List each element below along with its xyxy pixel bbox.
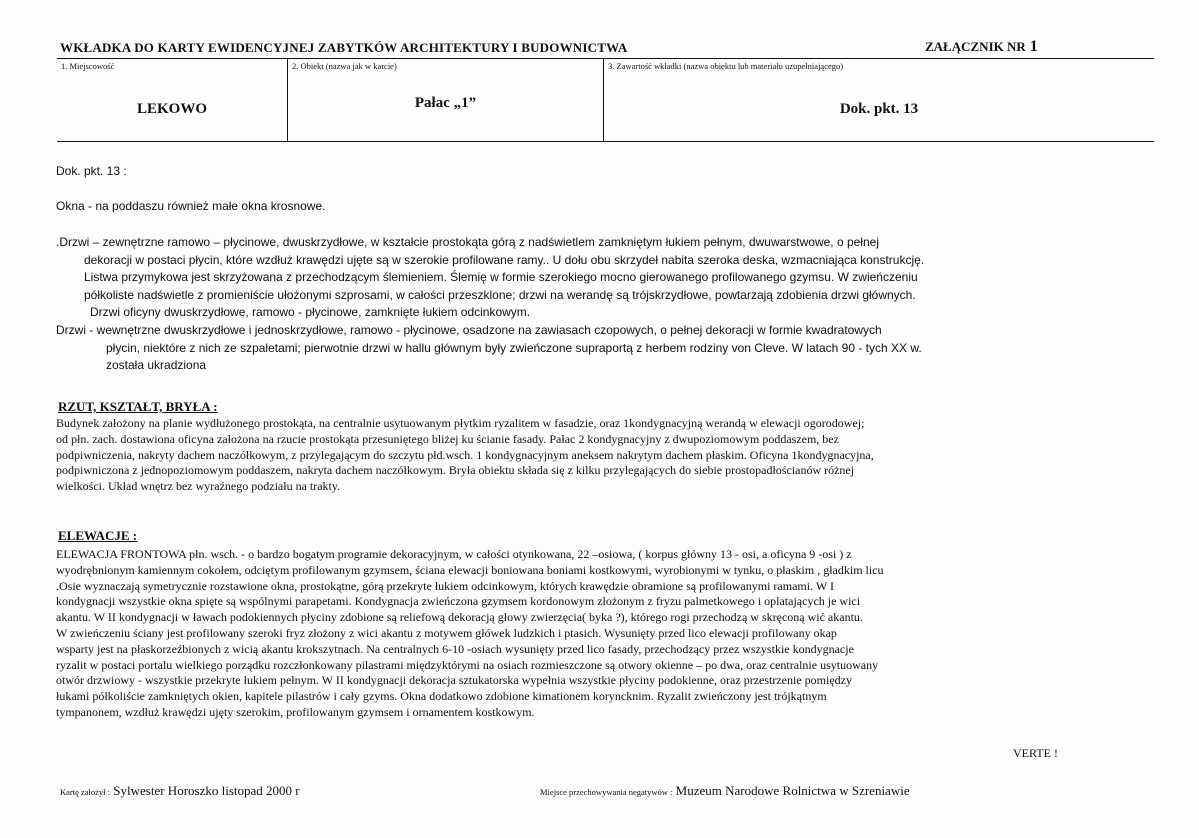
section-heading-plan: RZUT, KSZTAŁT, BRYŁA : bbox=[58, 399, 218, 414]
footer-negatives-label: Miejsce przechowywania negatywów : bbox=[540, 787, 673, 797]
doors-int-line: została ukradziona bbox=[106, 358, 207, 372]
doors-ext-line: półkoliste nadświetle z promieniście ułożonymi szprosami, w całości przeszklone; drzwi na werandę są trójskrzydłowe, powtarzają zdobienia drzwi głównych. bbox=[84, 287, 916, 302]
header-fields-table bbox=[57, 58, 1154, 142]
doors-ext-line: .Drzwi – zewnętrzne ramowo – płycinowe, dwuskrzydłowe, w kształcie prostokąta górą z nadświetlem zamkniętym łukiem pełnym, dwuwarstwowe, o pełnej bbox=[56, 235, 879, 249]
elevation-line: ryzalit w postaci portalu wielkiego porządku rozczłonkowany pilastrami międzyktórymi na osiach rozmieszczone są otwory okienne – po dwa, oraz centralnie usytuowany bbox=[56, 657, 879, 672]
field-locality bbox=[57, 59, 288, 141]
field-contents-value: Dok. pkt. 13 bbox=[839, 101, 919, 117]
doc-reference: Dok. pkt. 13 : bbox=[56, 164, 127, 178]
doors-int-line: Drzwi - wewnętrzne dwuskrzydłowe i jednoskrzydłowe, ramowo - płycinowe, osadzone na zawiasach czopowych, o pełnej dekoracji w formie kwadratowych bbox=[56, 323, 882, 337]
elevation-line: ELEWACJA FRONTOWA płn. wsch. - o bardzo bogatym programie dekoracyjnym, w całości otynkowana, 22 –osiowa, ( korpus główny 13 - osi, a oficyna 9 -osi ) z bbox=[56, 547, 852, 561]
annex-label-text: ZAŁĄCZNIK NR bbox=[925, 39, 1026, 54]
form-title: WKŁADKA DO KARTY EWIDENCYJNEJ ZABYTKÓW ARCHITEKTURY I BUDOWNICTWA bbox=[60, 40, 628, 55]
plan-line: Budynek założony na planie wydłużonego prostokąta, na centralnie usytuowanym płytkim ryzalitem w fasadzie, oraz 1kondygnacyjną werandą w elewacji ogorodowej; bbox=[56, 416, 865, 430]
elevation-line: akantu. W II kondygnacji w ławach podokiennych płyciny zdobione są reliefową dekoracją głowy zwierzęcia( byka ?), którego rogi przechodzą w skręconą wić akantu. bbox=[56, 610, 863, 625]
field-object-value: Pałac „1” bbox=[414, 95, 477, 111]
section-elevations-body bbox=[56, 547, 1146, 721]
plan-line: wielkości. Układ wnętrz bez wyraźnego podziału na trakty. bbox=[56, 479, 341, 494]
doors-ext-line: Listwa przymykowa jest skrzyżowana z przechodzącym ślemieniem. Ślemię w formie szerokiego mocno gierowanego profilowanego gzymsu. W zwieńczeniu bbox=[84, 270, 918, 284]
field-contents-label: 3. Zawartość wkładki (nazwa obiektu lub materiału uzupełniającego) bbox=[608, 61, 844, 71]
plan-line: od płn. zach. dostawiona oficyna założona na rzucie prostokąta przesuniętego bliżej ku ścianie fasady. Pałac 2 kondygnacyjny z dwupoziomowym poddaszem, bez bbox=[56, 431, 839, 446]
elevation-line: tympanonem, wzdłuż krawędzi ujęty szerokim, profilowanym gzymsem i ornamentem kostkowym. bbox=[56, 704, 535, 719]
doors-int-line: płycin, niektóre z nich ze szpaletami; pierwotnie drzwi w hallu głównym były zwieńczone supraportą z herbem rodziny von Cleve. W latach 90 - tych XX w. bbox=[106, 340, 922, 355]
elevation-line: wsparty jest na płaskorzeźbionych z wicią akantu krokszytnach. Na centralnych 6-10 -osiach wysunięty przed lico fasady, przechodzący przez wszystkie kondygnacje bbox=[56, 641, 854, 656]
annex-number: 1 bbox=[1029, 38, 1038, 55]
elevation-line: otwór drzwiowy - wszystkie przekryte łukiem pełnym. W II kondygnacji dekoracja sztukatorska wypełnia wszystkie płyciny podokienne, oraz przestrzenie pomiędzy bbox=[56, 673, 852, 688]
footer-author-label: Kartę założył : bbox=[60, 787, 111, 797]
doors-ext-line: dekoracji w postaci płycin, które wzdłuż krawędzi ujęte są w szerokie profilowane ramy.. U dołu obu skrzydeł nabita szeroka deska, wzmacniająca konstrukcję. bbox=[84, 252, 925, 267]
field-object bbox=[288, 59, 604, 141]
annex-label bbox=[925, 38, 1038, 56]
elevation-line: wyodrębnionym kamiennym cokołem, odciętym profilowanym gzymsem, ściana elewacji boniowana boniami kostkowymi, wyrobionymi w tynku, o płaskim , gładkim licu bbox=[56, 562, 884, 577]
field-object-label: 2. Obiekt (nazwa jak w karcie) bbox=[292, 61, 397, 71]
footer-author bbox=[60, 783, 300, 799]
section-heading-elevations: ELEWACJE : bbox=[58, 528, 138, 543]
verte-note: VERTE ! bbox=[1013, 746, 1058, 760]
doors-ext-line: Drzwi oficyny dwuskrzydłowe, ramowo - płycinowe, zamknięte łukiem odcinkowym. bbox=[90, 305, 531, 319]
doors-external-paragraph bbox=[56, 234, 1146, 322]
plan-line: podpiwniczona z jednopoziomowym poddaszem, nakryta dachem naczółkowym. Bryła obiektu składa się z kilku przylegających do siebie prostopadłościanów różnej bbox=[56, 463, 855, 478]
elevation-line: W zwieńczeniu ściany jest profilowany szeroki fryz złożony z wici akantu z motywem główek ludzkich i ptasich. Wysunięty przed lico elewacji profilowany okap bbox=[56, 625, 837, 640]
footer-negatives bbox=[540, 783, 910, 799]
footer-author-value: Sylwester Horoszko listopad 2000 r bbox=[113, 783, 300, 798]
elevation-line: kondygnacji wszystkie okna spięte są wspólnymi parapetami. Kondygnacja zwieńczona gzymsem kordonowym złożonym z fryzu palmetkowego i oplatających je wici bbox=[56, 594, 861, 609]
plan-line: podpiwniczenia, nakryty dachem naczółkowym, z przylegającym do szczytu płd.wsch. 1 kondygnacyjnym aneksem nakrytym dachem płaskim. Oficyna 1kondygnacyjna, bbox=[56, 447, 874, 462]
footer-negatives-value: Muzeum Narodowe Rolnictwa w Szreniawie bbox=[675, 783, 910, 798]
field-contents bbox=[604, 59, 1154, 141]
section-plan-body bbox=[56, 416, 1146, 495]
elevation-line: łukami półkoliście zamkniętych okien, kapitele pilastrów i cały gzyms. Okna dodatkowo zdobione kimationem koryncknim. Ryzalit zwieńczony jest trójkątnym bbox=[56, 689, 827, 704]
doors-internal-paragraph bbox=[56, 322, 1146, 375]
windows-paragraph: Okna - na poddaszu również małe okna krosnowe. bbox=[56, 199, 326, 213]
field-locality-label: 1. Miejscowość bbox=[61, 61, 115, 71]
field-locality-value: LEKOWO bbox=[136, 101, 207, 117]
elevation-line: .Osie wyznaczają symetrycznie rozstawione okna, prostokątne, górą przekryte łukiem odcinkowym, których krawędzie obramione są profilowanymi ramami. W I bbox=[56, 578, 834, 593]
